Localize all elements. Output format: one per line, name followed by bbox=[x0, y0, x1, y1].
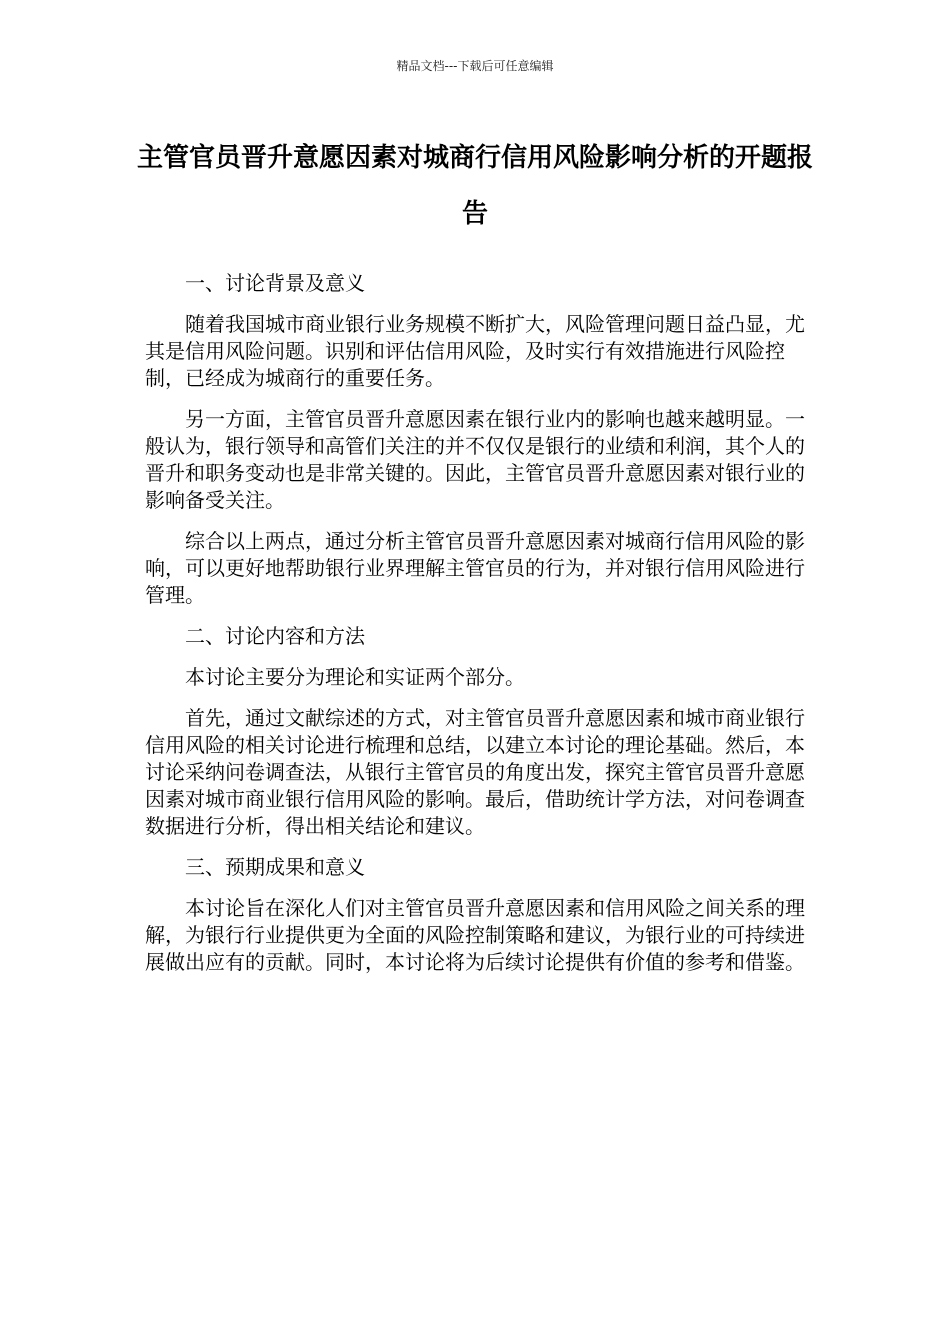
paragraph: 综合以上两点，通过分析主管官员晋升意愿因素对城商行信用风险的影响，可以更好地帮助银行业界理解主管官员的行为，并对银行信用风险进行管理。 bbox=[145, 529, 805, 607]
paragraph: 另一方面，主管官员晋升意愿因素在银行业内的影响也越来越明显。一般认为，银行领导和高管们关注的并不仅仅是银行的业绩和利润，其个人的晋升和职务变动也是非常关键的。因此，主管官员晋升意愿因素对银行业的影响备受关注。 bbox=[145, 407, 805, 512]
document-title: 主管官员晋升意愿因素对城商行信用风险影响分析的开题报告 bbox=[136, 143, 813, 229]
paragraph: 首先，通过文献综述的方式，对主管官员晋升意愿因素和城市商业银行信用风险的相关讨论进行梳理和总结，以建立本讨论的理论基础。然后，本讨论采纳问卷调查法，从银行主管官员的角度出发，探究主管官员晋升意愿因素对城市商业银行信用风险的影响。最后，借助统计学方法，对问卷调查数据进行分析，得出相关结论和建议。 bbox=[145, 706, 805, 838]
section-heading-background: 一、讨论背景及意义 bbox=[185, 271, 365, 295]
document-body bbox=[145, 270, 805, 990]
paragraph: 随着我国城市商业银行业务规模不断扩大，风险管理问题日益凸显，尤其是信用风险问题。识别和评估信用风险，及时实行有效措施进行风险控制，已经成为城商行的重要任务。 bbox=[145, 312, 805, 390]
page-header-note: 精品文档---下载后可任意编辑 bbox=[396, 59, 554, 73]
paragraph: 本讨论主要分为理论和实证两个部分。 bbox=[185, 665, 525, 689]
section-heading-outcomes: 三、预期成果和意义 bbox=[185, 855, 365, 879]
section-heading-methods: 二、讨论内容和方法 bbox=[185, 624, 365, 648]
paragraph: 本讨论旨在深化人们对主管官员晋升意愿因素和信用风险之间关系的理解，为银行行业提供更为全面的风险控制策略和建议，为银行业的可持续进展做出应有的贡献。同时，本讨论将为后续讨论提供有价值的参考和借鉴。 bbox=[145, 896, 805, 974]
